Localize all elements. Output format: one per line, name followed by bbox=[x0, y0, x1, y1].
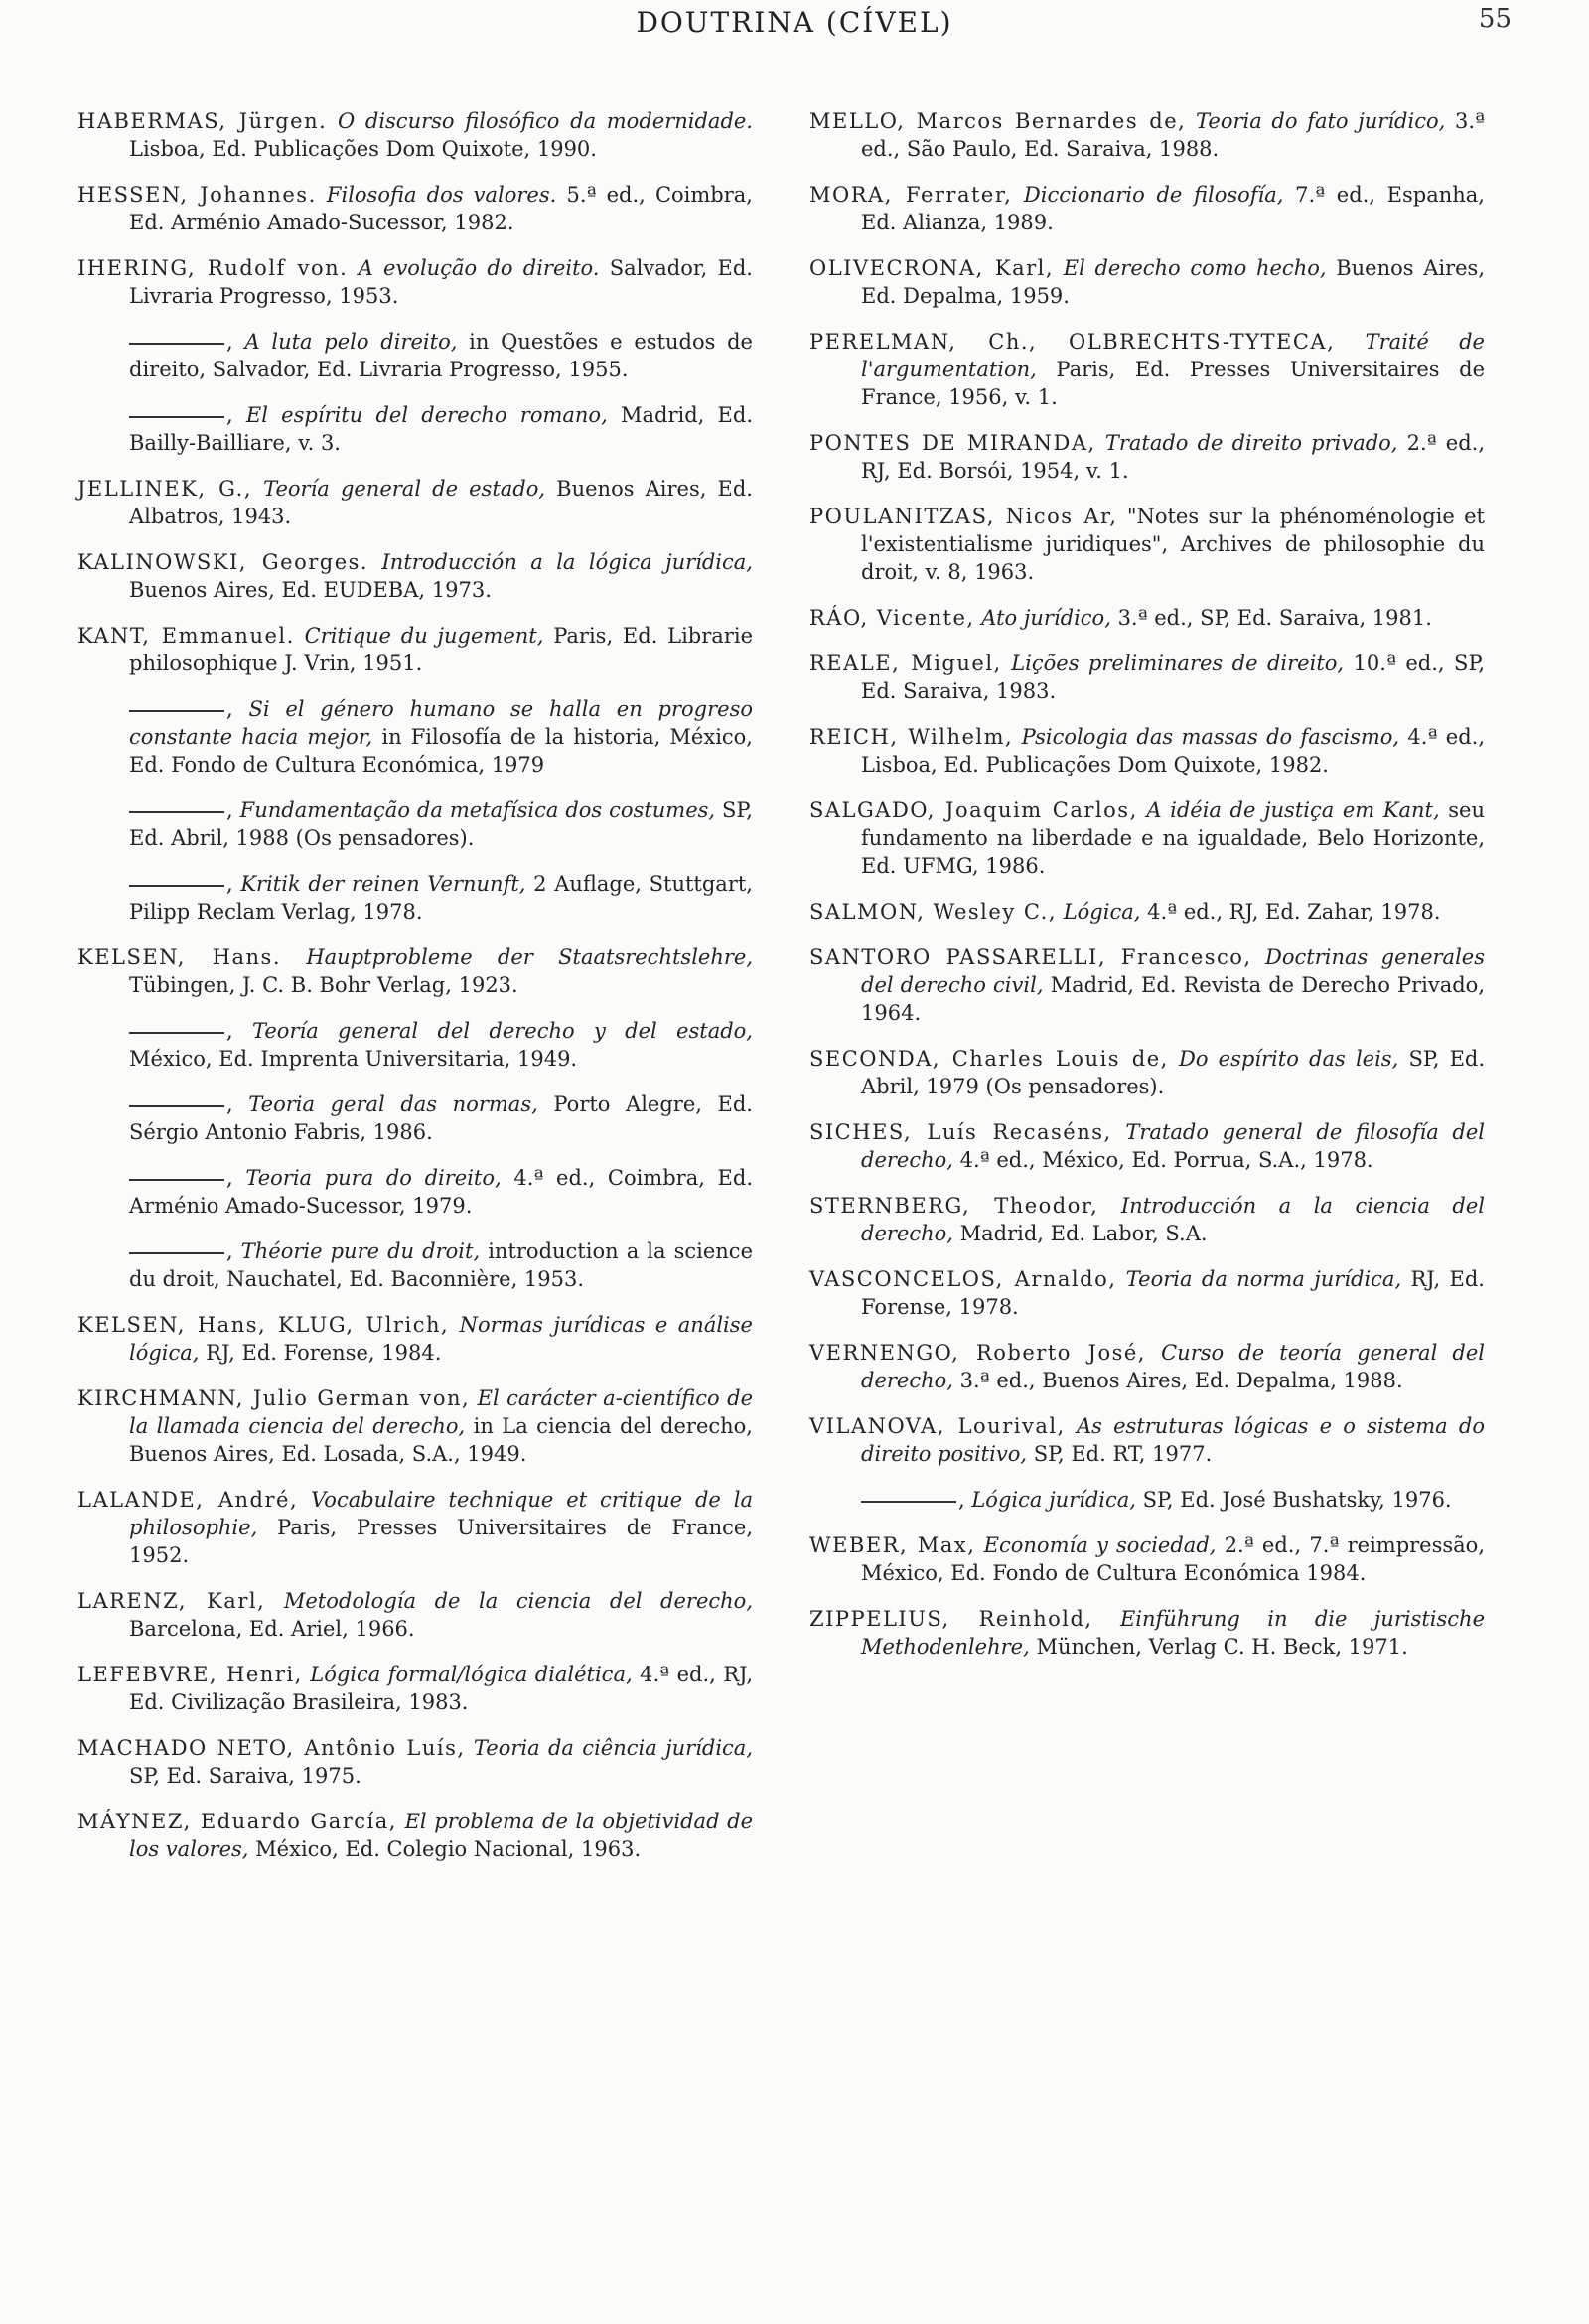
entry-publication: Madrid, Ed. Revista de Derecho Privado, 1964. bbox=[861, 973, 1485, 1025]
bibliography-entry bbox=[77, 254, 753, 310]
entry-title: Critique du jugement, bbox=[304, 624, 544, 648]
entry-author: HABERMAS, Jürgen. bbox=[77, 109, 328, 133]
bibliography-entry bbox=[809, 107, 1485, 163]
repeat-author-dash bbox=[861, 1501, 956, 1503]
entry-publication: México, Ed. Imprenta Universitaria, 1949. bbox=[129, 1047, 578, 1071]
entry-author: MORA, Ferrater, bbox=[809, 183, 1013, 207]
entry-publication: SP, Ed. Saraiva, 1975. bbox=[129, 1764, 361, 1788]
entry-publication: SP, Ed. RT, 1977. bbox=[1033, 1442, 1213, 1466]
entry-title: Fundamentação da metafísica dos costumes, bbox=[239, 799, 716, 822]
entry-publication: in La ciencia del derecho, Buenos Aires, Ed. Losada, S.A., 1949. bbox=[129, 1414, 753, 1466]
bibliography-entry bbox=[809, 944, 1485, 1027]
bibliography-entry bbox=[809, 650, 1485, 705]
entry-title: Einführung in die juristische Methodenlehre, bbox=[861, 1607, 1485, 1659]
entry-author: OLIVECRONA, Karl, bbox=[809, 256, 1055, 280]
bibliography-entry: , Si el género humano se halla en progreso constante hacia mejor, in Filosofía de la historia, México, Ed. Fondo de Cultura Económica, 1979 bbox=[129, 697, 753, 777]
entry-author: KELSEN, Hans, KLUG, Ulrich, bbox=[77, 1313, 450, 1337]
entry-title: Ato jurídico, bbox=[981, 606, 1111, 630]
bibliography-entry bbox=[809, 181, 1485, 236]
entry-title: Lógica jurídica, bbox=[971, 1488, 1136, 1512]
entry-publication: RJ, Ed. Forense, 1978. bbox=[861, 1267, 1485, 1319]
repeat-author-dash bbox=[129, 1179, 224, 1181]
entry-publication: introduction a la science du droit, Nauchatel, Ed. Baconnière, 1953. bbox=[129, 1239, 753, 1291]
bibliography-entry bbox=[809, 1192, 1485, 1247]
entry-title: Lições preliminares de direito, bbox=[1011, 652, 1345, 675]
entry-author: LARENZ, Karl, bbox=[77, 1589, 266, 1613]
entry-title: As estruturas lógicas e o sistema do direito positivo, bbox=[861, 1414, 1485, 1466]
entry-publication: 10.ª ed., SP, Ed. Saraiva, 1983. bbox=[861, 652, 1485, 703]
entry-publication: México, Ed. Colegio Nacional, 1963. bbox=[255, 1837, 642, 1861]
entry-publication: Lisboa, Ed. Publicações Dom Quixote, 1990. bbox=[129, 137, 597, 161]
bibliography-entry bbox=[809, 254, 1485, 310]
repeat-author-dash bbox=[129, 1252, 224, 1254]
entry-author: LEFEBVRE, Henri, bbox=[77, 1663, 303, 1686]
bibliography-entry bbox=[809, 1265, 1485, 1321]
entry-author: KELSEN, Hans. bbox=[77, 945, 282, 969]
entry-title: Tratado de direito privado, bbox=[1104, 431, 1398, 455]
entry-author: SICHES, Luís Recaséns, bbox=[809, 1120, 1112, 1144]
entry-title: Do espírito das leis, bbox=[1179, 1047, 1399, 1071]
entry-author: SANTORO PASSARELLI, Francesco, bbox=[809, 945, 1252, 969]
bibliography-entry bbox=[809, 503, 1485, 586]
bibliography-entry bbox=[77, 622, 753, 677]
bibliography-entry: , Teoria geral das normas, Porto Alegre, Ed. Sérgio Antonio Fabris, 1986. bbox=[129, 1092, 753, 1144]
entry-author: RÁO, Vicente, bbox=[809, 606, 975, 630]
bibliography-entry: , A luta pelo direito, in Questões e estudos de direito, Salvador, Ed. Livraria Progresso, 1955. bbox=[129, 330, 753, 381]
entry-title: A luta pelo direito, bbox=[244, 330, 458, 354]
entry-publication: 4.ª ed., Lisboa, Ed. Publicações Dom Quixote, 1982. bbox=[861, 725, 1485, 777]
entry-publication: 5.ª ed., Coimbra, Ed. Arménio Amado-Sucessor, 1982. bbox=[129, 183, 753, 234]
page-number: 55 bbox=[1478, 4, 1512, 34]
entry-author: ZIPPELIUS, Reinhold, bbox=[809, 1607, 1093, 1631]
entry-title: A idéia de justiça em Kant, bbox=[1146, 799, 1440, 822]
entry-author: KIRCHMANN, Julio German von, bbox=[77, 1386, 471, 1410]
repeat-author-dash bbox=[129, 1105, 224, 1107]
entry-publication: Madrid, Ed. Bailly-Bailliare, v. 3. bbox=[129, 403, 753, 455]
bibliography-left-column bbox=[77, 107, 753, 1881]
bibliography-entry bbox=[77, 548, 753, 604]
bibliography-entry: , Fundamentação da metafísica dos costumes, SP, Ed. Abril, 1988 (Os pensadores). bbox=[129, 799, 753, 850]
entry-author: VERNENGO, Roberto José, bbox=[809, 1341, 1146, 1365]
entry-publication: Paris, Presses Universitaires de France, 1952. bbox=[129, 1516, 753, 1567]
entry-publication: seu fundamento na liberdade e na igualdade, Belo Horizonte, Ed. UFMG, 1986. bbox=[861, 799, 1485, 878]
entry-author: SECONDA, Charles Louis de, bbox=[809, 1047, 1169, 1071]
entry-author: STERNBERG, Theodor, bbox=[809, 1194, 1099, 1218]
entry-title: Tratado general de filosofía del derecho, bbox=[861, 1120, 1485, 1172]
entry-title: Lógica, bbox=[1063, 900, 1141, 924]
entry-author: VILANOVA, Lourival, bbox=[809, 1414, 1066, 1438]
entry-author: IHERING, Rudolf von. bbox=[77, 256, 349, 280]
entry-publication: 4.ª ed., RJ, Ed. Zahar, 1978. bbox=[1147, 900, 1441, 924]
entry-author: VASCONCELOS, Arnaldo, bbox=[809, 1267, 1117, 1291]
entry-publication: 3.ª ed., São Paulo, Ed. Saraiva, 1988. bbox=[861, 109, 1485, 161]
repeat-author-dash bbox=[129, 416, 224, 418]
bibliography-entry bbox=[809, 1339, 1485, 1394]
entry-publication: 2.ª ed., 7.ª reimpressão, México, Ed. Fondo de Cultura Económica 1984. bbox=[861, 1533, 1486, 1585]
entry-title: Teoria do fato jurídico, bbox=[1196, 109, 1446, 133]
repeat-author-dash bbox=[129, 1032, 224, 1034]
entry-publication: Salvador, Ed. Livraria Progresso, 1953. bbox=[129, 256, 753, 308]
bibliography-entry bbox=[77, 1587, 753, 1643]
bibliography-entry bbox=[77, 1384, 753, 1468]
entry-publication: SP, Ed. José Bushatsky, 1976. bbox=[1142, 1488, 1452, 1512]
entry-publication: in Filosofía de la historia, México, Ed. Fondo de Cultura Económica, 1979 bbox=[129, 725, 753, 777]
entry-author: KANT, Emmanuel. bbox=[77, 624, 295, 648]
bibliography-entry bbox=[809, 797, 1485, 880]
entry-publication: 3.ª ed., Buenos Aires, Ed. Depalma, 1988. bbox=[959, 1369, 1403, 1392]
entry-author: MÁYNEZ, Eduardo García, bbox=[77, 1810, 397, 1833]
entry-author: PERELMAN, Ch., OLBRECHTS-TYTECA, bbox=[809, 330, 1336, 354]
entry-title: Introducción a la lógica jurídica, bbox=[381, 550, 753, 574]
bibliography-entry: , El espíritu del derecho romano, Madrid, Ed. Bailly-Bailliare, v. 3. bbox=[129, 403, 753, 455]
entry-title: El problema de la objetividad de los valores, bbox=[129, 1810, 753, 1861]
entry-author: WEBER, Max, bbox=[809, 1533, 976, 1557]
entry-publication: Paris, Ed. Presses Universitaires de France, 1956, v. 1. bbox=[861, 358, 1485, 409]
entry-title: Metodología de la ciencia del derecho, bbox=[283, 1589, 754, 1613]
entry-title: El espíritu del derecho romano, bbox=[245, 403, 608, 427]
bibliography-entry bbox=[809, 898, 1485, 926]
entry-title: O discurso filosófico da modernidade. bbox=[337, 109, 753, 133]
bibliography-entry bbox=[77, 1311, 753, 1367]
entry-publication: München, Verlag C. H. Beck, 1971. bbox=[1036, 1635, 1408, 1659]
bibliography-entry bbox=[77, 475, 753, 530]
entry-title: Kritik der reinen Vernunft, bbox=[240, 872, 526, 896]
entry-title: Vocabulaire technique et critique de la philosophie, bbox=[129, 1488, 754, 1539]
entry-publication: 4.ª ed., México, Ed. Porrua, S.A., 1978. bbox=[959, 1148, 1373, 1172]
entry-author: MACHADO NETO, Antônio Luís, bbox=[77, 1736, 466, 1760]
entry-title: Economía y sociedad, bbox=[983, 1533, 1217, 1557]
entry-publication: SP, Ed. Abril, 1988 (Os pensadores). bbox=[129, 799, 753, 850]
bibliography-entry bbox=[77, 181, 753, 236]
entry-publication: SP, Ed. Abril, 1979 (Os pensadores). bbox=[861, 1047, 1486, 1098]
bibliography-entry: , Kritik der reinen Vernunft, 2 Auflage, Stuttgart, Pilipp Reclam Verlag, 1978. bbox=[129, 872, 753, 924]
repeat-author-dash bbox=[129, 710, 224, 712]
bibliography-entry bbox=[77, 1486, 753, 1569]
entry-title: Teoría general del derecho y del estado, bbox=[252, 1019, 753, 1043]
entry-author: LALANDE, André, bbox=[77, 1488, 299, 1512]
bibliography-entry: , Théorie pure du droit, introduction a la science du droit, Nauchatel, Ed. Baconnière, 1953. bbox=[129, 1239, 753, 1291]
entry-title: Hauptprobleme der Staatsrechtslehre, bbox=[306, 945, 753, 969]
entry-author: JELLINEK, G., bbox=[77, 477, 252, 501]
entry-author: POULANITZAS, Nicos Ar, bbox=[809, 505, 1118, 528]
entry-author: PONTES DE MIRANDA, bbox=[809, 431, 1096, 455]
entry-publication: Madrid, Ed. Labor, S.A. bbox=[959, 1222, 1208, 1245]
entry-title: Théorie pure du droit, bbox=[240, 1239, 481, 1263]
entry-publication: Porto Alegre, Ed. Sérgio Antonio Fabris, 1986. bbox=[129, 1092, 753, 1144]
bibliography-entry bbox=[809, 1412, 1485, 1468]
entry-title: Curso de teoría general del derecho, bbox=[861, 1341, 1486, 1392]
entry-publication: 3.ª ed., SP, Ed. Saraiva, 1981. bbox=[1117, 606, 1432, 630]
entry-title: Lógica formal/lógica dialética, bbox=[310, 1663, 633, 1686]
entry-title: Introducción a la ciencia del derecho, bbox=[861, 1194, 1485, 1245]
running-head: DOUTRINA (CÍVEL) bbox=[636, 6, 953, 39]
repeat-author-dash bbox=[129, 885, 224, 887]
entry-author: REICH, Wilhelm, bbox=[809, 725, 1014, 749]
entry-author: KALINOWSKI, Georges. bbox=[77, 550, 369, 574]
entry-author: HESSEN, Johannes. bbox=[77, 183, 317, 207]
bibliography-entry bbox=[809, 1118, 1485, 1174]
entry-author: MELLO, Marcos Bernardes de, bbox=[809, 109, 1187, 133]
bibliography-entry bbox=[809, 723, 1485, 779]
entry-publication: 4.ª ed., RJ, Ed. Civilização Brasileira, 1983. bbox=[129, 1663, 753, 1714]
entry-title: El carácter a-científico de la llamada ciencia del derecho, bbox=[129, 1386, 753, 1438]
entry-title: Teoria da norma jurídica, bbox=[1125, 1267, 1402, 1291]
bibliography-entry: , Lógica jurídica, SP, Ed. José Bushatsky, 1976. bbox=[809, 1486, 1485, 1514]
bibliography-entry bbox=[809, 429, 1485, 485]
page-header bbox=[0, 0, 1589, 50]
entry-title: Traité de l'argumentation, bbox=[861, 330, 1485, 381]
entry-publication: Tübingen, J. C. B. Bohr Verlag, 1923. bbox=[129, 973, 518, 997]
entry-publication: 7.ª ed., Espanha, Ed. Alianza, 1989. bbox=[861, 183, 1485, 234]
bibliography-entry bbox=[77, 1808, 753, 1863]
entry-author: SALGADO, Joaquim Carlos, bbox=[809, 799, 1138, 822]
repeat-author-dash bbox=[129, 343, 224, 345]
entry-title: Si el género humano se halla en progreso constante hacia mejor, bbox=[129, 697, 753, 749]
entry-title: Doctrinas generales del derecho civil, bbox=[861, 945, 1485, 997]
entry-title: El derecho como hecho, bbox=[1063, 256, 1327, 280]
entry-title: Normas jurídicas e análise lógica, bbox=[129, 1313, 753, 1365]
entry-title: A evolução do direito. bbox=[358, 256, 600, 280]
entry-publication: Buenos Aires, Ed. EUDEBA, 1973. bbox=[129, 578, 492, 602]
entry-title: Teoria geral das normas, bbox=[248, 1092, 538, 1116]
entry-title: Filosofia dos valores. bbox=[326, 183, 557, 207]
entry-publication: RJ, Ed. Forense, 1984. bbox=[206, 1341, 442, 1365]
entry-title: Diccionario de filosofía, bbox=[1023, 183, 1284, 207]
entry-publication: Paris, Ed. Librarie philosophique J. Vrin, 1951. bbox=[129, 624, 753, 675]
bibliography-entry bbox=[77, 107, 753, 163]
bibliography-entry bbox=[77, 1734, 753, 1790]
bibliography-entry bbox=[809, 1045, 1485, 1100]
entry-author: REALE, Miguel, bbox=[809, 652, 1002, 675]
entry-title: Psicologia das massas do fascismo, bbox=[1021, 725, 1400, 749]
repeat-author-dash bbox=[129, 811, 224, 813]
bibliography-entry bbox=[809, 1605, 1485, 1661]
entry-publication: Buenos Aires, Ed. Depalma, 1959. bbox=[861, 256, 1486, 308]
entry-publication: "Notes sur la phénoménologie et l'existentialisme juridiques", Archives de philosophie du droit, v. 8, 1963. bbox=[861, 505, 1485, 584]
entry-title: Teoria da ciência jurídica, bbox=[473, 1736, 754, 1760]
entry-publication: Barcelona, Ed. Ariel, 1966. bbox=[129, 1617, 415, 1641]
entry-author: SALMON, Wesley C., bbox=[809, 900, 1058, 924]
bibliography-entry bbox=[809, 604, 1485, 632]
entry-title: Teoria pura do direito, bbox=[245, 1166, 502, 1190]
bibliography-entry bbox=[77, 1661, 753, 1716]
entry-title: Teoría general de estado, bbox=[263, 477, 546, 501]
bibliography-entry bbox=[809, 1531, 1485, 1587]
entry-publication: 2 Auflage, Stuttgart, Pilipp Reclam Verlag, 1978. bbox=[129, 872, 753, 924]
bibliography-entry: , Teoría general del derecho y del estado, México, Ed. Imprenta Universitaria, 1949. bbox=[129, 1019, 753, 1071]
bibliography-entry bbox=[77, 944, 753, 999]
bibliography-entry bbox=[809, 328, 1485, 411]
bibliography-entry: , Teoria pura do direito, 4.ª ed., Coimbra, Ed. Arménio Amado-Sucessor, 1979. bbox=[129, 1166, 753, 1218]
bibliography-right-column bbox=[809, 107, 1485, 1678]
entry-publication: Buenos Aires, Ed. Albatros, 1943. bbox=[129, 477, 753, 528]
entry-publication: in Questões e estudos de direito, Salvador, Ed. Livraria Progresso, 1955. bbox=[129, 330, 753, 381]
entry-publication: 4.ª ed., Coimbra, Ed. Arménio Amado-Sucessor, 1979. bbox=[129, 1166, 753, 1218]
entry-publication: 2.ª ed., RJ, Ed. Borsói, 1954, v. 1. bbox=[861, 431, 1485, 483]
